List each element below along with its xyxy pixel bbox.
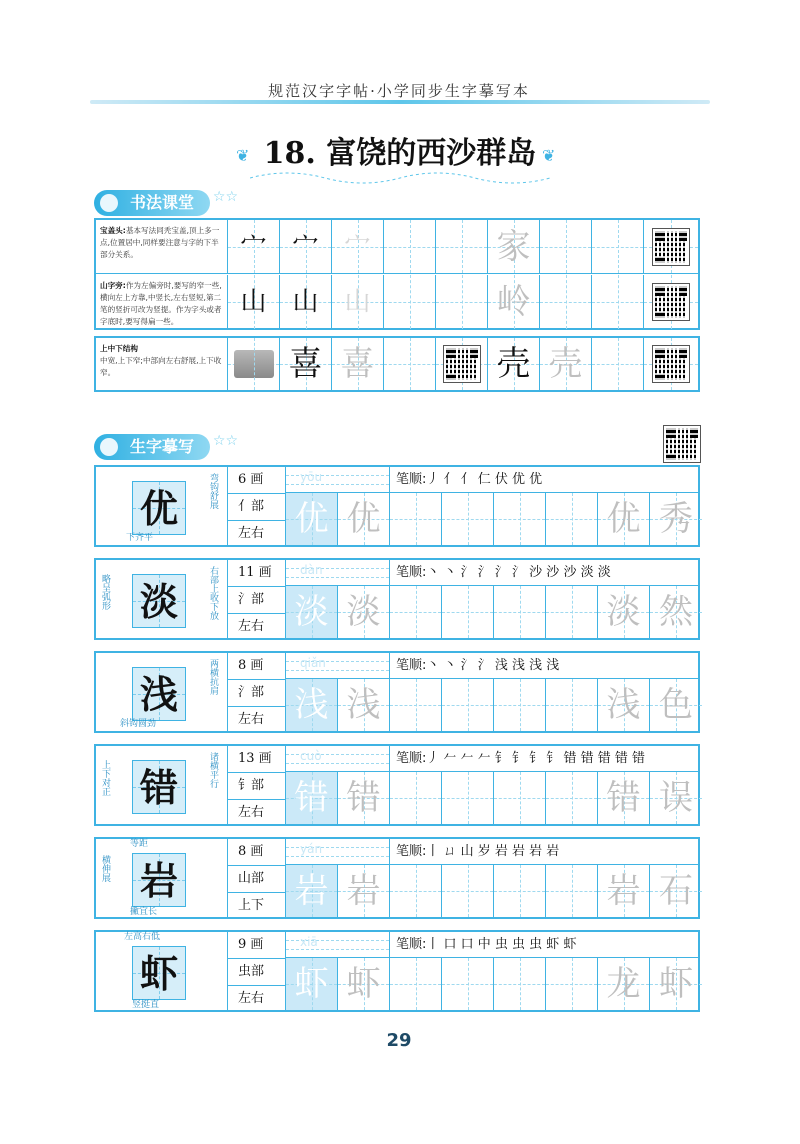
practice-cell[interactable] (592, 338, 644, 390)
character-block (94, 744, 700, 826)
practice-cell[interactable]: 岭 (488, 275, 540, 329)
radical: 山部 (228, 866, 285, 893)
practice-grid (286, 932, 698, 1010)
qr-cell (644, 220, 698, 273)
word-cell[interactable]: 龙 (598, 958, 650, 1010)
practice-cell[interactable] (390, 586, 442, 638)
stroke-order: 笔顺:丿 亻 亻 仁 伏 优 优 (396, 472, 543, 487)
writing-tip: 两横抗肩 (208, 659, 218, 695)
trace-cell[interactable]: 浅 (286, 679, 338, 731)
practice-cell[interactable] (546, 679, 598, 731)
structure: 上下 (238, 898, 265, 913)
pinyin-row (286, 839, 698, 865)
practice-cell[interactable] (384, 275, 436, 329)
stroke-count: 13 画 (228, 746, 285, 773)
qr-code-icon[interactable] (653, 229, 689, 265)
trace-cell[interactable]: 虾 (286, 958, 338, 1010)
tab-dot-icon (100, 194, 118, 212)
structure: 左右 (238, 619, 265, 634)
stroke-order: 笔顺:丶 丶 氵 氵 氵 氵 沙 沙 沙 淡 淡 (396, 565, 611, 580)
pinyin-row (286, 932, 698, 958)
model-character: 浅 (132, 667, 186, 721)
trace-cell[interactable]: 错 (338, 772, 390, 824)
word-cell[interactable]: 浅 (598, 679, 650, 731)
practice-grid (286, 653, 698, 731)
section-tab-calligraphy (94, 189, 239, 216)
practice-cell[interactable] (494, 493, 546, 545)
pinyin-cell[interactable]: qiǎn (286, 653, 390, 678)
character-block (94, 651, 700, 733)
practice-cell[interactable] (442, 586, 494, 638)
practice-cell[interactable] (390, 772, 442, 824)
word-cell[interactable]: 色 (650, 679, 702, 731)
radical: 虫部 (228, 959, 285, 986)
character-block (94, 465, 700, 547)
pinyin-cell[interactable]: dàn (286, 560, 390, 585)
word-cell[interactable]: 岩 (598, 865, 650, 917)
pinyin-cell[interactable]: cuò (286, 746, 390, 771)
qr-cell (436, 338, 488, 390)
practice-cell[interactable] (540, 275, 592, 329)
word-cell[interactable]: 虾 (650, 958, 702, 1010)
writing-cells (286, 586, 702, 638)
character-info (228, 839, 286, 917)
qr-code-icon[interactable] (664, 426, 700, 462)
practice-cell[interactable] (494, 586, 546, 638)
character-block (94, 837, 700, 919)
section-title: 书法课堂 (130, 193, 195, 212)
butterfly-icon: ❦ (236, 146, 250, 165)
rule-description: 山字旁:作为左偏旁时,要写的窄一些,横向左上方靠,中竖长,左右竖短,第二笔的竖折可改为竖提。作为字头或者字底时,要写得扁一些。 (96, 275, 228, 329)
practice-cell[interactable] (540, 220, 592, 273)
writing-cells (286, 493, 702, 545)
model-character: 优 (132, 481, 186, 535)
rule-description: 上中下结构 中宽,上下窄;中部向左右舒展,上下收窄。 (96, 338, 228, 390)
character-model (96, 467, 228, 545)
writing-tip: 竖挺直 (132, 1000, 160, 1010)
rule-description: 宝盖头:基本写法同秃宝盖,顶上多一点,位置居中,同样要注意与字的下半部分关系。 (96, 220, 228, 273)
practice-cell[interactable] (442, 958, 494, 1010)
trace-cell[interactable]: 虾 (338, 958, 390, 1010)
practice-cell[interactable]: 喜 (280, 338, 332, 390)
trace-cell[interactable]: 淡 (286, 586, 338, 638)
stroke-count: 6 画 (228, 467, 285, 494)
stroke-count: 9 画 (228, 932, 285, 959)
structure: 左右 (238, 991, 265, 1006)
radical: 氵部 (228, 680, 285, 707)
writing-cells (286, 865, 702, 917)
character-block (94, 930, 700, 1012)
character-model (96, 653, 228, 731)
practice-cell[interactable] (592, 275, 644, 329)
section-title: 生字摹写 (130, 437, 195, 456)
practice-cell[interactable] (494, 865, 546, 917)
practice-cell[interactable]: 家 (488, 220, 540, 273)
character-model (96, 560, 228, 638)
lesson-title: 18. 富饶的西沙群岛 (263, 136, 537, 171)
character-info (228, 560, 286, 638)
practice-cell[interactable] (390, 958, 442, 1010)
stroke-order: 笔顺:丨 ㄩ 山 岁 岩 岩 岩 岩 (396, 844, 560, 859)
qr-code-icon[interactable] (653, 346, 689, 382)
trace-cell[interactable]: 优 (286, 493, 338, 545)
qr-code-icon[interactable] (444, 346, 480, 382)
pinyin-cell[interactable]: xiā (286, 932, 390, 957)
title-wave-decoration (250, 168, 550, 188)
character-info (228, 467, 286, 545)
practice-cell[interactable] (494, 679, 546, 731)
character-model (96, 839, 228, 917)
practice-cell[interactable]: 山 (228, 275, 280, 329)
structure: 左右 (238, 526, 265, 541)
word-cell[interactable]: 然 (650, 586, 702, 638)
book-header: 规范汉字字帖·小学同步生字摹写本 (268, 82, 530, 100)
calligraphy-row (96, 338, 698, 390)
word-cell[interactable]: 优 (598, 493, 650, 545)
stroke-count: 8 画 (228, 839, 285, 866)
writing-tip: 诸横平行 (208, 752, 218, 788)
writing-tip: 弯钩舒展 (208, 473, 218, 509)
section-tab-practice (94, 433, 239, 460)
writing-cells (286, 958, 702, 1010)
practice-cell[interactable] (546, 493, 598, 545)
practice-cell[interactable] (592, 220, 644, 273)
writing-tip: 略呈弧形 (100, 574, 110, 610)
word-cell[interactable]: 误 (650, 772, 702, 824)
character-info (228, 653, 286, 731)
model-character: 岩 (132, 853, 186, 907)
character-info (228, 932, 286, 1010)
stroke-order: 笔顺:丶 丶 氵 氵 浅 浅 浅 浅 (396, 658, 560, 673)
model-character: 虾 (132, 946, 186, 1000)
model-character: 淡 (132, 574, 186, 628)
writing-tip: 左高右低 (124, 932, 161, 942)
structure: 左右 (238, 712, 265, 727)
calligraphy-table (94, 218, 700, 330)
practice-cell[interactable] (390, 865, 442, 917)
trace-cell[interactable]: 岩 (286, 865, 338, 917)
writing-tip: 横伸展 (100, 855, 110, 882)
pinyin-row (286, 653, 698, 679)
page-number: 29 (376, 1026, 422, 1056)
character-model (96, 932, 228, 1010)
practice-cell[interactable] (442, 679, 494, 731)
trace-cell[interactable]: 淡 (338, 586, 390, 638)
trace-cell[interactable]: 优 (338, 493, 390, 545)
trace-cell[interactable]: 浅 (338, 679, 390, 731)
pinyin-cell[interactable]: yán (286, 839, 390, 864)
practice-cell[interactable] (436, 275, 488, 329)
practice-cell[interactable] (546, 865, 598, 917)
calligraphy-row (96, 275, 698, 329)
practice-cell[interactable]: 宀 (280, 220, 332, 273)
word-cell[interactable]: 秀 (650, 493, 702, 545)
header-divider (90, 100, 710, 104)
qr-cell (644, 275, 698, 329)
writing-tip: 斜钩圆劲 (120, 719, 157, 729)
structure: 左右 (238, 805, 265, 820)
practice-cell[interactable]: 宀 (228, 220, 280, 273)
stroke-count: 11 画 (228, 560, 285, 587)
stroke-order: 笔顺:丨 口 口 中 虫 虫 虫 虾 虾 (396, 937, 577, 952)
practice-cell[interactable] (494, 772, 546, 824)
practice-cell[interactable] (442, 493, 494, 545)
practice-cell[interactable] (436, 220, 488, 273)
structure-image (234, 350, 274, 378)
pinyin-row (286, 467, 698, 493)
practice-cell[interactable] (390, 679, 442, 731)
structure-table (94, 336, 700, 392)
practice-cell[interactable] (384, 338, 436, 390)
writing-cells (286, 772, 702, 824)
practice-cell[interactable]: 宀 (332, 220, 384, 273)
character-model (96, 746, 228, 824)
character-block (94, 558, 700, 640)
practice-cell[interactable]: 壳 (488, 338, 540, 390)
practice-cell[interactable] (546, 958, 598, 1010)
qr-code-icon[interactable] (653, 284, 689, 320)
pinyin-row (286, 560, 698, 586)
image-cell (228, 338, 280, 390)
pinyin-cell[interactable]: yōu (286, 467, 390, 492)
practice-grid (286, 467, 698, 545)
calligraphy-row (96, 220, 698, 274)
practice-cell[interactable] (546, 772, 598, 824)
radical: 氵部 (228, 587, 285, 614)
trace-cell[interactable]: 错 (286, 772, 338, 824)
word-cell[interactable]: 石 (650, 865, 702, 917)
word-cell[interactable]: 错 (598, 772, 650, 824)
practice-grid (286, 560, 698, 638)
practice-cell[interactable]: 山 (332, 275, 384, 329)
butterfly-icon: ❦ (542, 146, 556, 165)
writing-tip: 等距 (130, 839, 149, 849)
trace-cell[interactable]: 岩 (338, 865, 390, 917)
writing-tip: 下齐平 (126, 533, 154, 543)
practice-cell[interactable] (442, 865, 494, 917)
practice-grid (286, 746, 698, 824)
model-character: 错 (132, 760, 186, 814)
pinyin-row (286, 746, 698, 772)
stroke-count: 8 画 (228, 653, 285, 680)
practice-cell[interactable]: 壳 (540, 338, 592, 390)
radical: 钅部 (228, 773, 285, 800)
character-info (228, 746, 286, 824)
word-cell[interactable]: 淡 (598, 586, 650, 638)
practice-cell[interactable]: 喜 (332, 338, 384, 390)
practice-grid (286, 839, 698, 917)
stroke-order: 笔顺:丿 𠂉 𠂉 𠂉 钅 钅 钅 钅 错 错 错 错 错 (396, 751, 645, 766)
star-icon: ☆☆ (212, 189, 239, 205)
practice-cell[interactable]: 山 (280, 275, 332, 329)
practice-cell[interactable] (390, 493, 442, 545)
writing-tip: 上下对正 (100, 760, 110, 796)
practice-cell[interactable] (546, 586, 598, 638)
practice-cell[interactable] (494, 958, 546, 1010)
writing-tip: 撇宜长 (130, 907, 158, 917)
writing-tip: 右部上收下放 (208, 566, 218, 620)
writing-cells (286, 679, 702, 731)
practice-cell[interactable] (384, 220, 436, 273)
qr-cell (644, 338, 698, 390)
radical: 亻部 (228, 494, 285, 521)
star-icon: ☆☆ (212, 433, 239, 449)
practice-cell[interactable] (442, 772, 494, 824)
tab-dot-icon (100, 438, 118, 456)
